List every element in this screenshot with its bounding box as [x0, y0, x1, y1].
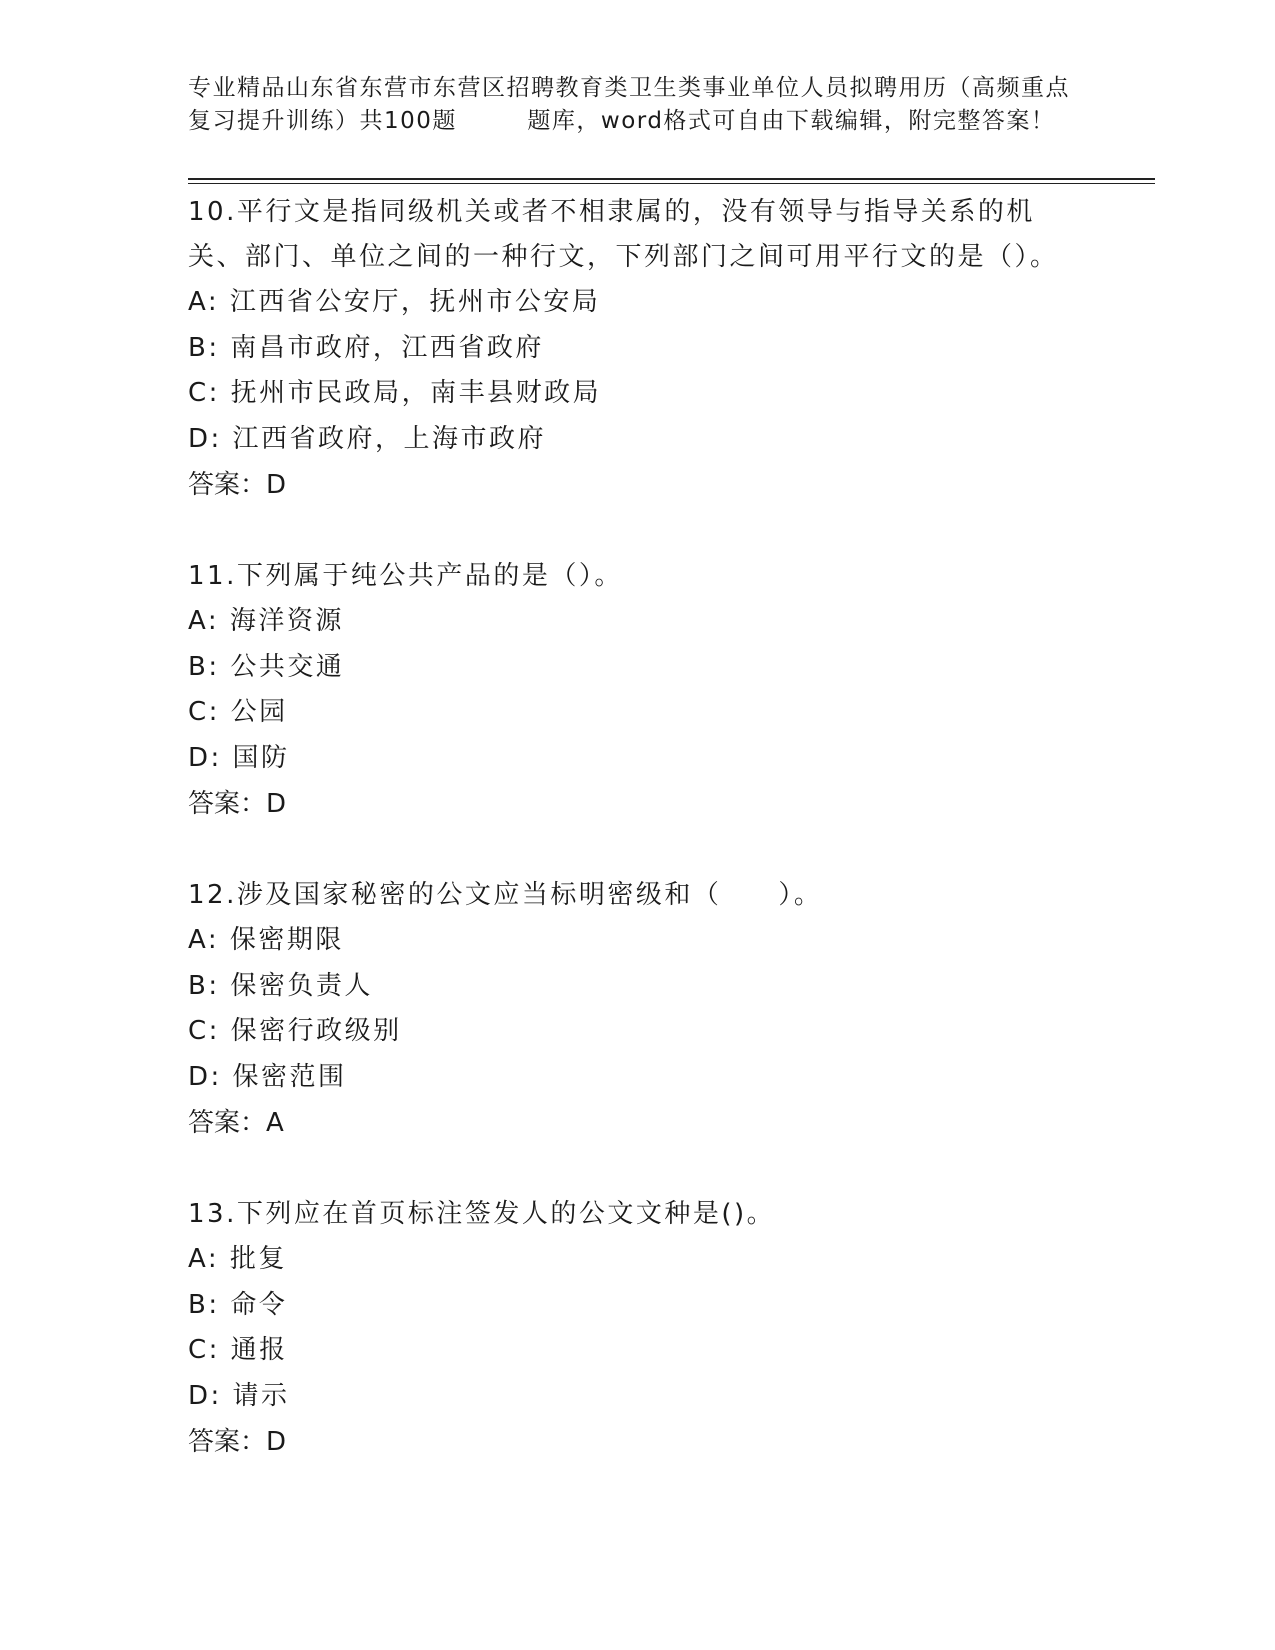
option-b: B: 公共交通 — [188, 651, 345, 682]
option-b: B: 命令 — [188, 1289, 288, 1320]
option-c: C: 保密行政级别 — [188, 1016, 402, 1046]
option-d: D: 请示 — [188, 1380, 290, 1411]
answer: 答案：D — [188, 789, 287, 819]
option-d: D: 江西省政府，上海市政府 — [188, 423, 547, 454]
option-c: C: 公园 — [188, 697, 288, 727]
option-b: B: 保密负责人 — [188, 970, 373, 1001]
option-a: A: 保密期限 — [188, 925, 344, 955]
question-list — [188, 190, 1088, 1511]
question-11 — [188, 554, 1088, 827]
question-stem: 11.下列属于纯公共产品的是（）。 — [188, 561, 623, 591]
question-stem: 13.下列应在首页标注签发人的公文文种是()。 — [188, 1199, 776, 1229]
question-stem: 10.平行文是指同级机关或者不相隶属的，没有领导与指导关系的机关、部门、单位之间的一种行文，下列部门之间可用平行文的是（）。 — [188, 197, 1059, 272]
header-divider-thick — [188, 178, 1155, 180]
header-divider-thin — [188, 183, 1155, 184]
answer: 答案：D — [188, 1427, 287, 1457]
document-header — [188, 72, 1088, 138]
question-12 — [188, 873, 1088, 1146]
option-a: A: 批复 — [188, 1244, 287, 1274]
question-stem: 12.涉及国家秘密的公文应当标明密级和（ ）。 — [188, 880, 823, 910]
option-c: C: 通报 — [188, 1335, 288, 1365]
option-c: C: 抚州市民政局，南丰县财政局 — [188, 378, 602, 408]
question-13 — [188, 1192, 1088, 1465]
header-line-1: 专业精品山东省东营市东营区招聘教育类卫生类事业单位人员拟聘用历（高频重点 — [188, 75, 1070, 101]
option-d: D: 国防 — [188, 742, 290, 773]
question-10 — [188, 190, 1088, 508]
option-b: B: 南昌市政府，江西省政府 — [188, 332, 544, 363]
option-a: A: 江西省公安厅，抚州市公安局 — [188, 287, 601, 317]
answer: 答案：A — [188, 1108, 284, 1138]
option-a: A: 海洋资源 — [188, 606, 344, 636]
answer: 答案：D — [188, 470, 287, 500]
header-line-2: 复习提升训练）共100题 题库，word格式可自由下载编辑，附完整答案！ — [188, 108, 1056, 134]
option-d: D: 保密范围 — [188, 1061, 347, 1092]
